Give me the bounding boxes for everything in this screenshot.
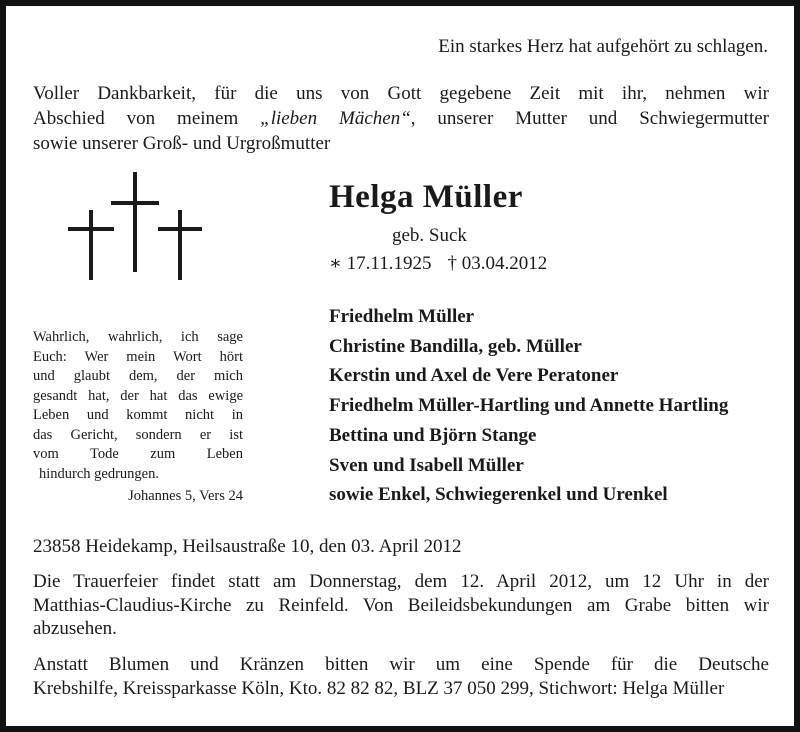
- middle-cross-beam: [111, 201, 159, 205]
- left-cross-post: [89, 210, 93, 280]
- life-dates: [329, 252, 547, 275]
- quote-line: das Gericht, sondern er ist: [33, 426, 243, 443]
- funeral-info-line: Matthias-Claudius-Kirche zu Reinfeld. Von Beileidsbekundungen am Grabe bitten wir: [33, 594, 769, 616]
- quote-line: Wahrlich, wahrlich, ich sage: [33, 329, 243, 345]
- intro-nickname: „lieben Mächen“: [260, 108, 411, 129]
- quote-line: gesandt hat, der hat das ewige: [33, 387, 243, 404]
- quote-line: und glaubt dem, der mich: [33, 368, 243, 384]
- quote-line: hindurch gedrungen.: [39, 465, 159, 482]
- quote-source: Johannes 5, Vers 24: [128, 488, 243, 504]
- intro-line-2: [33, 106, 769, 131]
- donation-line: Krebshilfe, Kreissparkasse Köln, Kto. 82 82 82, BLZ 37 050 299, Stichwort: Helga Müller: [33, 677, 725, 699]
- funeral-info: [33, 570, 769, 641]
- maiden-name: geb. Suck: [392, 225, 467, 246]
- left-cross-beam: [68, 227, 114, 231]
- quote-line: Leben und kommt nicht in: [33, 407, 243, 423]
- middle-cross-post: [133, 172, 137, 272]
- quote-line: vom Tode zum Leben: [33, 446, 243, 462]
- intro-line-2-end: , unserer Mutter und Schwiegermutter: [410, 108, 769, 129]
- crosses-group: [68, 172, 202, 280]
- mourner: Bettina und Björn Stange: [329, 424, 537, 446]
- mourner: Friedhelm Müller-Hartling und Annette Hartling: [329, 395, 729, 417]
- birth-date: ∗ 17.11.1925: [329, 253, 432, 274]
- mourner: sowie Enkel, Schwiegerenkel und Urenkel: [329, 484, 668, 506]
- deceased-name: Helga Müller: [329, 179, 523, 215]
- obituary-notice: [6, 6, 794, 726]
- right-cross-beam: [158, 227, 202, 231]
- donation-info: [33, 653, 769, 700]
- funeral-info-line: abzusehen.: [33, 618, 117, 639]
- death-date: † 03.04.2012: [447, 253, 548, 274]
- mourner: Kerstin und Axel de Vere Peratoner: [329, 365, 619, 387]
- intro-line-2-start: Abschied von meinem: [33, 108, 261, 129]
- bible-quote: [33, 328, 243, 484]
- mourner: Friedhelm Müller: [329, 306, 475, 327]
- place-and-date: 23858 Heidekamp, Heilsaustraße 10, den 03. April 2012: [33, 536, 462, 557]
- intro-line-3: sowie unserer Groß- und Urgroßmutter: [33, 133, 331, 154]
- three-crosses-icon: [64, 172, 204, 280]
- headline: Ein starkes Herz hat aufgehört zu schlagen.: [438, 36, 768, 57]
- mourner: Sven und Isabell Müller: [329, 454, 524, 476]
- quote-line: Euch: Wer mein Wort hört: [33, 348, 243, 365]
- mourner: Christine Bandilla, geb. Müller: [329, 335, 582, 357]
- funeral-info-line: Die Trauerfeier findet statt am Donnerstag, dem 12. April 2012, um 12 Uhr in der: [33, 571, 769, 592]
- intro-paragraph: [33, 81, 769, 156]
- intro-line-1: Voller Dankbarkeit, für die uns von Gott gegebene Zeit mit ihr, nehmen wir: [33, 83, 769, 104]
- right-cross-post: [178, 210, 182, 280]
- mourners-list: [329, 302, 728, 510]
- donation-line: Anstatt Blumen und Kränzen bitten wir um eine Spende für die Deutsche: [33, 654, 769, 675]
